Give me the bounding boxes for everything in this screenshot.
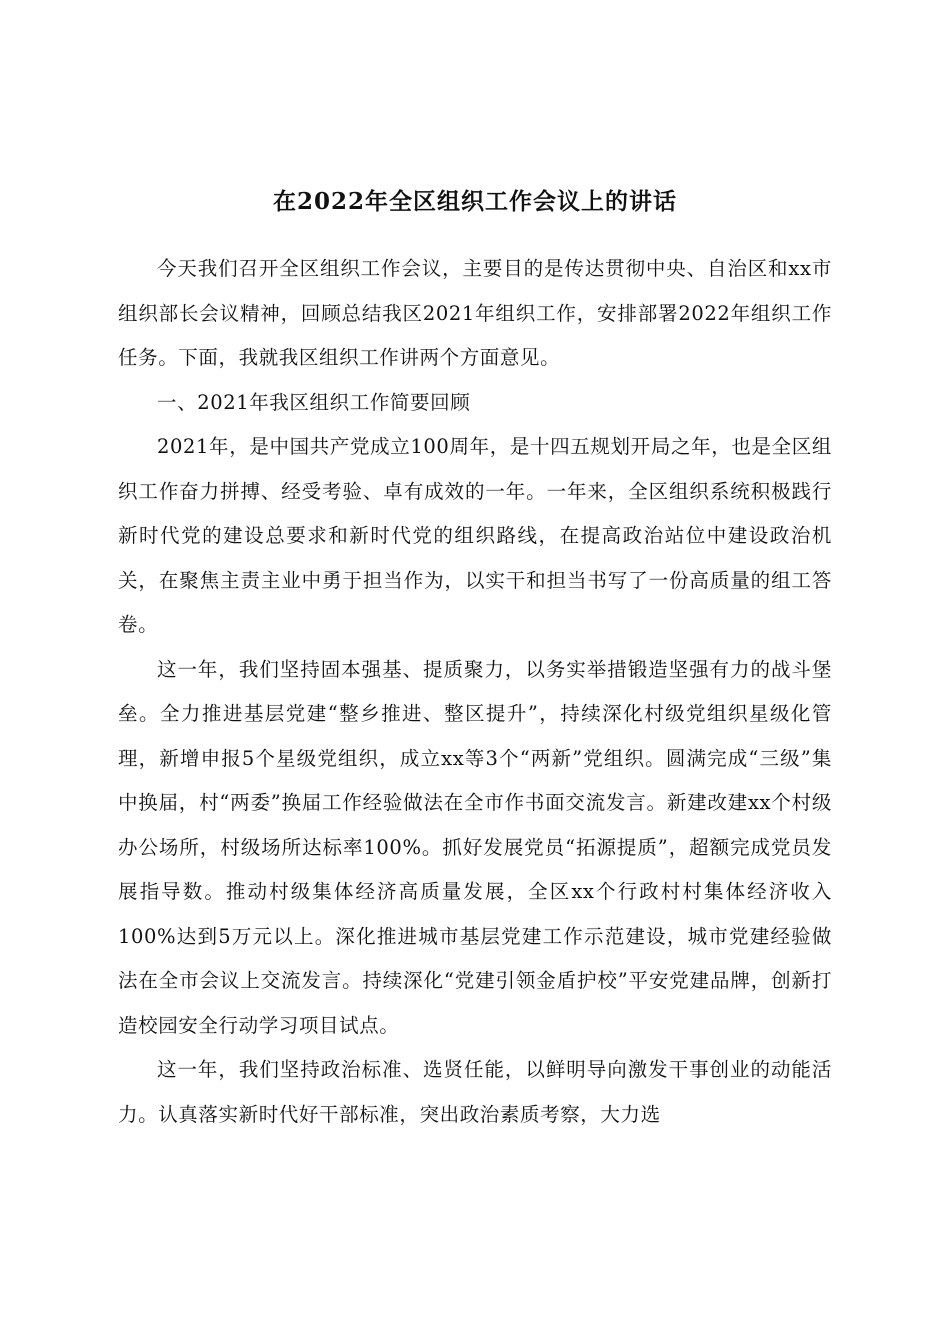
paragraph-intro: 今天我们召开全区组织工作会议，主要目的是传达贯彻中央、自治区和xx市组织部长会议精神，回顾总结我区2021年组织工作，安排部署2022年组织工作任务。下面，我就我区组织工作讲两个方面意见。 bbox=[118, 257, 832, 369]
paragraph-grassroots: 这一年，我们坚持固本强基、提质聚力，以务实举措锻造坚强有力的战斗堡垒。全力推进基层党建“整乡推进、整区提升”，持续深化村级党组织星级化管理，新增申报5个星级党组织，成立xx等3个“两新”党组织。圆满完成“三级”集中换届，村“两委”换届工作经验做法在全市作书面交流发言。新建改建xx个村级办公场所，村级场所达标率100%。抓好发展党员“拓源提质”，超额完成党员发展指导数。推动村级集体经济高质量发展，全区xx个行政村村集体经济收入100%达到5万元以上。深化推进城市基层党建工作示范建设，城市党建经验做法在全市会议上交流发言。持续深化“党建引领金盾护校”平安党建品牌，创新打造校园安全行动学习项目试点。 bbox=[118, 657, 832, 1037]
document-title: 在2022年全区组织工作会议上的讲话 bbox=[272, 188, 677, 215]
paragraph-cadres: 这一年，我们坚持政治标准、选贤任能，以鲜明导向激发干事创业的动能活力。认真落实新时代好干部标准，突出政治素质考察，大力选 bbox=[118, 1058, 832, 1126]
section-heading-review: 一、2021年我区组织工作简要回顾 bbox=[157, 390, 471, 414]
document-page bbox=[118, 183, 832, 1137]
paragraph-year-overview: 2021年，是中国共产党成立100周年，是十四五规划开局之年，也是全区组织工作奋力拼搏、经受考验、卓有成效的一年。一年来，全区组织系统积极践行新时代党的建设总要求和新时代党的组织路线，在提高政治站位中建设政治机关，在聚焦主责主业中勇于担当作为，以实干和担当书写了一份高质量的组工答卷。 bbox=[118, 435, 832, 636]
